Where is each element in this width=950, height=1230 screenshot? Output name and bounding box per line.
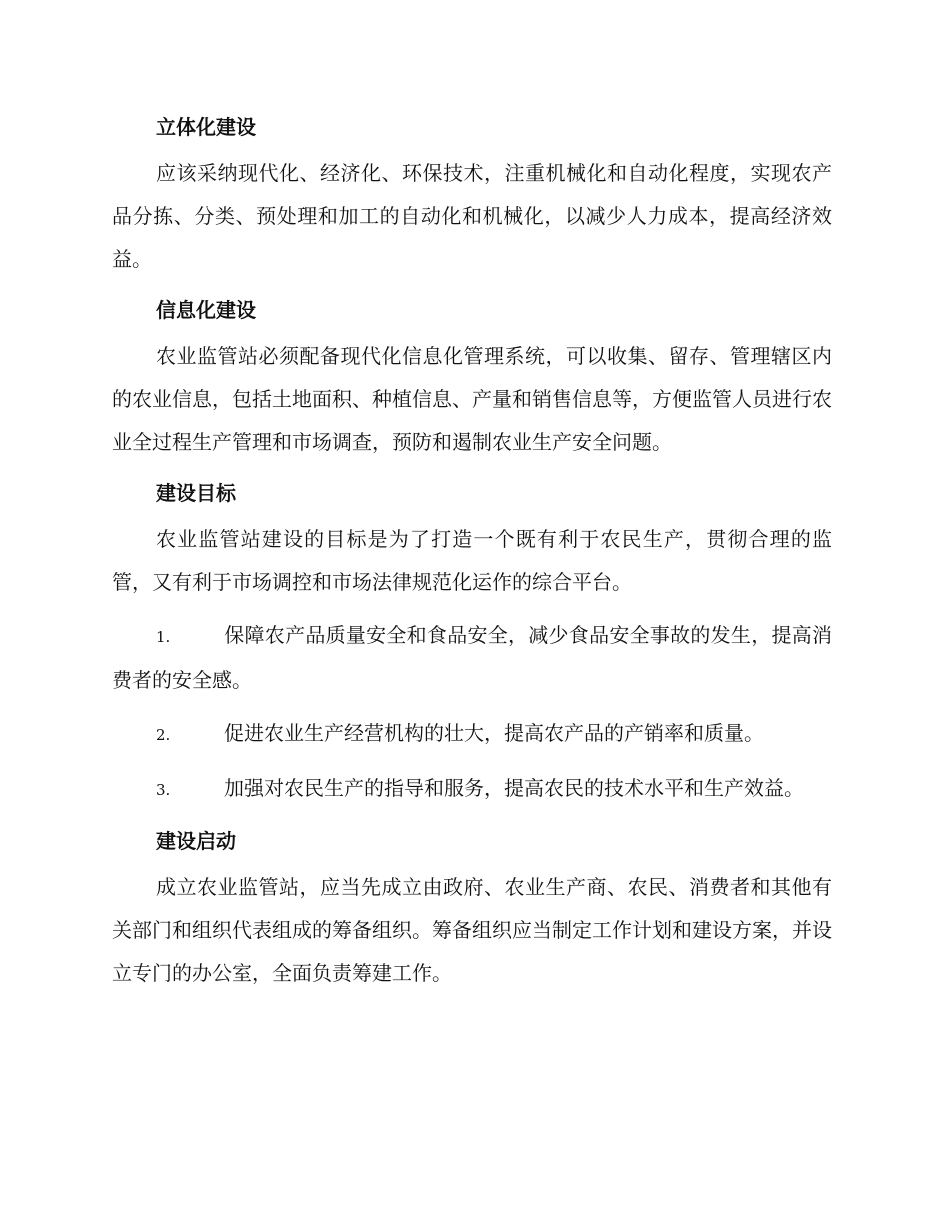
list-item-number: 2. [156,726,171,744]
section-paragraph-3d-construction: 应该采纳现代化、经济化、环保技术，注重机械化和自动化程度，实现农产品分拣、分类、预处理和加工的自动化和机械化，以减少人力成本，提高经济效益。 [112,161,832,271]
section-paragraph-goals: 农业监管站建设的目标是为了打造一个既有利于农民生产，贯彻合理的监管，又有利于市场调控和市场法律规范化运作的综合平台。 [112,527,832,594]
section-heading-launch: 建设启动 [156,829,236,853]
section-heading-3d-construction: 立体化建设 [156,115,256,139]
section-heading-goals: 建设目标 [156,481,236,505]
list-item-text: 保障农产品质量安全和食品安全，减少食品安全事故的发生，提高消费者的安全感。 [112,623,832,692]
list-item-text: 促进农业生产经营机构的壮大，提高农产品的产销率和质量。 [224,721,764,745]
list-item-number: 3. [156,781,171,799]
list-item [112,614,832,702]
document-page [112,108,832,995]
section-paragraph-informatization: 农业监管站必须配备现代化信息化管理系统，可以收集、留存、管理辖区内的农业信息，包括土地面积、种植信息、产量和销售信息等，方便监管人员进行农业全过程生产管理和市场调查，预防和遏制农业生产安全问题。 [112,344,832,454]
list-item [112,767,832,812]
section-paragraph-launch: 成立农业监管站，应当先成立由政府、农业生产商、农民、消费者和其他有关部门和组织代表组成的筹备组织。筹备组织应当制定工作计划和建设方案，并设立专门的办公室，全面负责筹建工作。 [112,875,832,985]
section-heading-informatization: 信息化建设 [156,298,256,322]
list-item-text: 加强对农民生产的指导和服务，提高农民的技术水平和生产效益。 [224,776,804,800]
list-item [112,712,832,757]
list-item-number: 1. [156,628,171,646]
